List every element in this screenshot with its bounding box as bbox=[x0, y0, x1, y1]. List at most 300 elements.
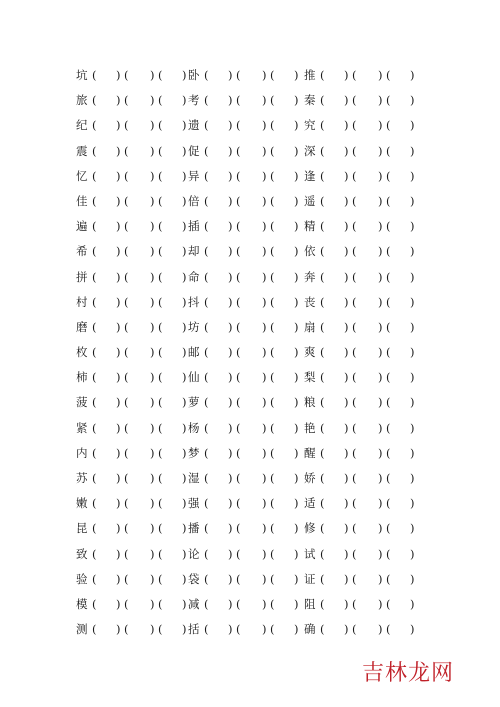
close-paren: ) bbox=[262, 219, 267, 234]
character: 卧 bbox=[188, 68, 200, 82]
open-paren: ( bbox=[236, 68, 241, 82]
open-paren: ( bbox=[320, 319, 325, 334]
close-paren: ) bbox=[344, 93, 349, 108]
open-paren: ( bbox=[320, 294, 325, 309]
close-paren: ) bbox=[182, 496, 187, 511]
character: 纪 bbox=[76, 118, 88, 133]
close-paren: ) bbox=[116, 571, 121, 586]
open-paren: ( bbox=[124, 168, 129, 183]
close-paren: ) bbox=[378, 521, 383, 536]
open-paren: ( bbox=[386, 445, 391, 460]
close-paren: ) bbox=[150, 445, 155, 460]
open-paren: ( bbox=[92, 445, 97, 460]
open-paren: ( bbox=[158, 294, 163, 309]
character: 逢 bbox=[304, 168, 316, 183]
open-paren: ( bbox=[270, 622, 275, 637]
close-paren: ) bbox=[262, 471, 267, 485]
close-paren: ) bbox=[150, 244, 155, 259]
close-paren: ) bbox=[182, 269, 187, 284]
character: 爽 bbox=[304, 345, 316, 360]
character: 梨 bbox=[304, 370, 316, 385]
worksheet-row bbox=[76, 292, 436, 317]
character: 坊 bbox=[188, 319, 200, 334]
character: 梦 bbox=[188, 445, 200, 460]
close-paren: ) bbox=[228, 143, 233, 158]
open-paren: ( bbox=[92, 521, 97, 536]
open-paren: ( bbox=[92, 294, 97, 309]
character: 仙 bbox=[188, 370, 200, 385]
close-paren: ) bbox=[150, 571, 155, 586]
watermark-logo: 吉林龙网 bbox=[362, 661, 455, 686]
close-paren: ) bbox=[378, 93, 383, 108]
open-paren: ( bbox=[158, 319, 163, 334]
open-paren: ( bbox=[204, 596, 209, 611]
open-paren: ( bbox=[124, 93, 129, 108]
open-paren: ( bbox=[158, 420, 163, 435]
open-paren: ( bbox=[352, 622, 357, 637]
close-paren: ) bbox=[344, 193, 349, 208]
open-paren: ( bbox=[386, 68, 391, 82]
close-paren: ) bbox=[150, 219, 155, 234]
open-paren: ( bbox=[158, 546, 163, 561]
close-paren: ) bbox=[116, 193, 121, 208]
worksheet-row bbox=[76, 342, 436, 367]
close-paren: ) bbox=[150, 319, 155, 334]
close-paren: ) bbox=[378, 345, 383, 360]
open-paren: ( bbox=[236, 269, 241, 284]
open-paren: ( bbox=[124, 193, 129, 208]
open-paren: ( bbox=[92, 143, 97, 158]
close-paren: ) bbox=[262, 269, 267, 284]
close-paren: ) bbox=[378, 219, 383, 234]
close-paren: ) bbox=[262, 370, 267, 385]
close-paren: ) bbox=[344, 219, 349, 234]
character: 希 bbox=[76, 244, 88, 259]
close-paren: ) bbox=[378, 118, 383, 133]
close-paren: ) bbox=[116, 319, 121, 334]
open-paren: ( bbox=[158, 168, 163, 183]
close-paren: ) bbox=[116, 244, 121, 259]
close-paren: ) bbox=[182, 345, 187, 360]
character: 推 bbox=[304, 68, 316, 82]
open-paren: ( bbox=[320, 471, 325, 485]
worksheet-row bbox=[76, 241, 436, 266]
character: 验 bbox=[76, 571, 88, 586]
character: 枚 bbox=[76, 345, 88, 360]
close-paren: ) bbox=[228, 68, 233, 82]
close-paren: ) bbox=[150, 118, 155, 133]
open-paren: ( bbox=[204, 445, 209, 460]
close-paren: ) bbox=[410, 193, 415, 208]
worksheet-row bbox=[76, 115, 436, 140]
character: 紧 bbox=[76, 420, 88, 435]
open-paren: ( bbox=[92, 244, 97, 259]
close-paren: ) bbox=[294, 622, 299, 637]
character: 依 bbox=[304, 244, 316, 259]
close-paren: ) bbox=[378, 294, 383, 309]
close-paren: ) bbox=[182, 546, 187, 561]
close-paren: ) bbox=[262, 319, 267, 334]
close-paren: ) bbox=[344, 68, 349, 82]
open-paren: ( bbox=[352, 244, 357, 259]
open-paren: ( bbox=[124, 143, 129, 158]
close-paren: ) bbox=[410, 219, 415, 234]
worksheet-row bbox=[76, 317, 436, 342]
worksheet-row bbox=[76, 594, 436, 619]
worksheet-row bbox=[76, 141, 436, 166]
open-paren: ( bbox=[158, 193, 163, 208]
close-paren: ) bbox=[410, 168, 415, 183]
character: 昆 bbox=[76, 521, 88, 536]
open-paren: ( bbox=[236, 168, 241, 183]
close-paren: ) bbox=[228, 622, 233, 637]
open-paren: ( bbox=[158, 445, 163, 460]
open-paren: ( bbox=[320, 219, 325, 234]
open-paren: ( bbox=[236, 471, 241, 485]
close-paren: ) bbox=[116, 471, 121, 485]
close-paren: ) bbox=[116, 219, 121, 234]
open-paren: ( bbox=[270, 219, 275, 234]
open-paren: ( bbox=[270, 420, 275, 435]
character: 拼 bbox=[76, 269, 88, 284]
character: 坑 bbox=[76, 68, 88, 82]
open-paren: ( bbox=[320, 395, 325, 410]
character: 模 bbox=[76, 596, 88, 611]
close-paren: ) bbox=[228, 471, 233, 485]
close-paren: ) bbox=[344, 622, 349, 637]
open-paren: ( bbox=[158, 345, 163, 360]
close-paren: ) bbox=[410, 546, 415, 561]
close-paren: ) bbox=[182, 395, 187, 410]
close-paren: ) bbox=[262, 596, 267, 611]
open-paren: ( bbox=[236, 244, 241, 259]
open-paren: ( bbox=[270, 93, 275, 108]
worksheet-row bbox=[76, 569, 436, 594]
open-paren: ( bbox=[270, 68, 275, 82]
open-paren: ( bbox=[124, 269, 129, 284]
character: 醒 bbox=[304, 445, 316, 460]
open-paren: ( bbox=[386, 571, 391, 586]
worksheet-row bbox=[76, 544, 436, 569]
open-paren: ( bbox=[236, 521, 241, 536]
character: 致 bbox=[76, 546, 88, 561]
close-paren: ) bbox=[294, 345, 299, 360]
close-paren: ) bbox=[116, 118, 121, 133]
open-paren: ( bbox=[352, 521, 357, 536]
close-paren: ) bbox=[182, 193, 187, 208]
close-paren: ) bbox=[294, 445, 299, 460]
close-paren: ) bbox=[378, 244, 383, 259]
character: 考 bbox=[188, 93, 200, 108]
open-paren: ( bbox=[270, 193, 275, 208]
character: 内 bbox=[76, 445, 88, 460]
open-paren: ( bbox=[352, 269, 357, 284]
worksheet-row bbox=[76, 216, 436, 241]
character: 柿 bbox=[76, 370, 88, 385]
close-paren: ) bbox=[410, 319, 415, 334]
open-paren: ( bbox=[320, 546, 325, 561]
open-paren: ( bbox=[386, 93, 391, 108]
character: 佳 bbox=[76, 193, 88, 208]
character: 证 bbox=[304, 571, 316, 586]
character: 菠 bbox=[76, 395, 88, 410]
close-paren: ) bbox=[150, 622, 155, 637]
close-paren: ) bbox=[116, 596, 121, 611]
character: 嫩 bbox=[76, 496, 88, 511]
close-paren: ) bbox=[410, 244, 415, 259]
open-paren: ( bbox=[124, 118, 129, 133]
character: 遥 bbox=[304, 193, 316, 208]
worksheet-row bbox=[76, 65, 436, 90]
character: 促 bbox=[188, 143, 200, 158]
character: 遗 bbox=[188, 118, 200, 133]
open-paren: ( bbox=[320, 168, 325, 183]
worksheet-row bbox=[76, 392, 436, 417]
open-paren: ( bbox=[92, 622, 97, 637]
close-paren: ) bbox=[344, 521, 349, 536]
open-paren: ( bbox=[320, 521, 325, 536]
open-paren: ( bbox=[124, 319, 129, 334]
open-paren: ( bbox=[236, 496, 241, 511]
close-paren: ) bbox=[410, 93, 415, 108]
character: 旅 bbox=[76, 93, 88, 108]
character: 插 bbox=[188, 219, 200, 234]
close-paren: ) bbox=[410, 143, 415, 158]
open-paren: ( bbox=[386, 546, 391, 561]
open-paren: ( bbox=[124, 294, 129, 309]
open-paren: ( bbox=[352, 219, 357, 234]
open-paren: ( bbox=[236, 370, 241, 385]
open-paren: ( bbox=[236, 571, 241, 586]
open-paren: ( bbox=[92, 269, 97, 284]
close-paren: ) bbox=[228, 546, 233, 561]
close-paren: ) bbox=[182, 294, 187, 309]
close-paren: ) bbox=[410, 471, 415, 485]
open-paren: ( bbox=[158, 118, 163, 133]
close-paren: ) bbox=[116, 521, 121, 536]
close-paren: ) bbox=[262, 395, 267, 410]
close-paren: ) bbox=[294, 319, 299, 334]
close-paren: ) bbox=[182, 445, 187, 460]
close-paren: ) bbox=[344, 471, 349, 485]
close-paren: ) bbox=[228, 596, 233, 611]
character: 湿 bbox=[188, 471, 200, 485]
close-paren: ) bbox=[378, 68, 383, 82]
close-paren: ) bbox=[378, 395, 383, 410]
close-paren: ) bbox=[410, 294, 415, 309]
close-paren: ) bbox=[262, 68, 267, 82]
close-paren: ) bbox=[344, 143, 349, 158]
open-paren: ( bbox=[320, 445, 325, 460]
close-paren: ) bbox=[294, 471, 299, 485]
close-paren: ) bbox=[410, 269, 415, 284]
open-paren: ( bbox=[352, 143, 357, 158]
open-paren: ( bbox=[124, 219, 129, 234]
open-paren: ( bbox=[386, 596, 391, 611]
open-paren: ( bbox=[158, 395, 163, 410]
close-paren: ) bbox=[294, 269, 299, 284]
open-paren: ( bbox=[92, 168, 97, 183]
close-paren: ) bbox=[228, 370, 233, 385]
open-paren: ( bbox=[320, 193, 325, 208]
open-paren: ( bbox=[124, 370, 129, 385]
character: 磨 bbox=[76, 319, 88, 334]
close-paren: ) bbox=[294, 596, 299, 611]
worksheet-row bbox=[76, 518, 436, 543]
open-paren: ( bbox=[158, 93, 163, 108]
open-paren: ( bbox=[204, 68, 209, 82]
open-paren: ( bbox=[270, 496, 275, 511]
open-paren: ( bbox=[158, 622, 163, 637]
close-paren: ) bbox=[294, 168, 299, 183]
close-paren: ) bbox=[344, 319, 349, 334]
open-paren: ( bbox=[158, 496, 163, 511]
close-paren: ) bbox=[228, 496, 233, 511]
open-paren: ( bbox=[236, 395, 241, 410]
open-paren: ( bbox=[352, 420, 357, 435]
open-paren: ( bbox=[124, 244, 129, 259]
close-paren: ) bbox=[150, 521, 155, 536]
close-paren: ) bbox=[344, 118, 349, 133]
character: 苏 bbox=[76, 471, 88, 485]
close-paren: ) bbox=[182, 471, 187, 485]
open-paren: ( bbox=[270, 345, 275, 360]
close-paren: ) bbox=[294, 143, 299, 158]
open-paren: ( bbox=[320, 93, 325, 108]
open-paren: ( bbox=[352, 168, 357, 183]
close-paren: ) bbox=[116, 496, 121, 511]
open-paren: ( bbox=[158, 596, 163, 611]
character: 抖 bbox=[188, 294, 200, 309]
close-paren: ) bbox=[378, 143, 383, 158]
open-paren: ( bbox=[204, 269, 209, 284]
worksheet-row bbox=[76, 418, 436, 443]
close-paren: ) bbox=[228, 118, 233, 133]
close-paren: ) bbox=[228, 445, 233, 460]
close-paren: ) bbox=[182, 319, 187, 334]
open-paren: ( bbox=[352, 571, 357, 586]
close-paren: ) bbox=[150, 471, 155, 485]
close-paren: ) bbox=[228, 168, 233, 183]
close-paren: ) bbox=[116, 345, 121, 360]
close-paren: ) bbox=[228, 319, 233, 334]
open-paren: ( bbox=[352, 294, 357, 309]
close-paren: ) bbox=[150, 420, 155, 435]
close-paren: ) bbox=[294, 118, 299, 133]
open-paren: ( bbox=[320, 420, 325, 435]
open-paren: ( bbox=[270, 370, 275, 385]
open-paren: ( bbox=[386, 319, 391, 334]
close-paren: ) bbox=[262, 496, 267, 511]
open-paren: ( bbox=[386, 269, 391, 284]
open-paren: ( bbox=[320, 244, 325, 259]
open-paren: ( bbox=[236, 622, 241, 637]
character: 命 bbox=[188, 269, 200, 284]
close-paren: ) bbox=[262, 571, 267, 586]
close-paren: ) bbox=[344, 345, 349, 360]
worksheet-row bbox=[76, 90, 436, 115]
open-paren: ( bbox=[158, 471, 163, 485]
close-paren: ) bbox=[344, 244, 349, 259]
close-paren: ) bbox=[150, 496, 155, 511]
worksheet-row bbox=[76, 619, 436, 644]
open-paren: ( bbox=[92, 370, 97, 385]
open-paren: ( bbox=[236, 219, 241, 234]
close-paren: ) bbox=[344, 395, 349, 410]
open-paren: ( bbox=[124, 571, 129, 586]
close-paren: ) bbox=[182, 521, 187, 536]
open-paren: ( bbox=[158, 68, 163, 82]
close-paren: ) bbox=[410, 622, 415, 637]
close-paren: ) bbox=[228, 244, 233, 259]
character: 异 bbox=[188, 168, 200, 183]
close-paren: ) bbox=[410, 395, 415, 410]
close-paren: ) bbox=[116, 546, 121, 561]
open-paren: ( bbox=[320, 345, 325, 360]
open-paren: ( bbox=[270, 471, 275, 485]
close-paren: ) bbox=[182, 571, 187, 586]
close-paren: ) bbox=[228, 395, 233, 410]
close-paren: ) bbox=[182, 244, 187, 259]
open-paren: ( bbox=[386, 193, 391, 208]
close-paren: ) bbox=[294, 496, 299, 511]
character: 秦 bbox=[304, 93, 316, 108]
close-paren: ) bbox=[116, 93, 121, 108]
close-paren: ) bbox=[344, 269, 349, 284]
close-paren: ) bbox=[344, 370, 349, 385]
close-paren: ) bbox=[228, 345, 233, 360]
open-paren: ( bbox=[204, 496, 209, 511]
close-paren: ) bbox=[262, 420, 267, 435]
close-paren: ) bbox=[228, 93, 233, 108]
close-paren: ) bbox=[150, 193, 155, 208]
close-paren: ) bbox=[262, 193, 267, 208]
open-paren: ( bbox=[204, 219, 209, 234]
open-paren: ( bbox=[270, 294, 275, 309]
open-paren: ( bbox=[92, 546, 97, 561]
close-paren: ) bbox=[410, 68, 415, 82]
close-paren: ) bbox=[410, 445, 415, 460]
open-paren: ( bbox=[158, 269, 163, 284]
close-paren: ) bbox=[294, 370, 299, 385]
open-paren: ( bbox=[204, 294, 209, 309]
open-paren: ( bbox=[236, 319, 241, 334]
open-paren: ( bbox=[236, 445, 241, 460]
close-paren: ) bbox=[182, 370, 187, 385]
open-paren: ( bbox=[204, 118, 209, 133]
open-paren: ( bbox=[352, 471, 357, 485]
open-paren: ( bbox=[92, 395, 97, 410]
character: 扇 bbox=[304, 319, 316, 334]
open-paren: ( bbox=[386, 345, 391, 360]
open-paren: ( bbox=[270, 118, 275, 133]
open-paren: ( bbox=[236, 345, 241, 360]
close-paren: ) bbox=[378, 546, 383, 561]
character: 遍 bbox=[76, 219, 88, 234]
open-paren: ( bbox=[236, 420, 241, 435]
character: 试 bbox=[304, 546, 316, 561]
close-paren: ) bbox=[228, 521, 233, 536]
open-paren: ( bbox=[92, 219, 97, 234]
open-paren: ( bbox=[320, 370, 325, 385]
open-paren: ( bbox=[124, 521, 129, 536]
close-paren: ) bbox=[378, 168, 383, 183]
open-paren: ( bbox=[270, 319, 275, 334]
close-paren: ) bbox=[116, 395, 121, 410]
close-paren: ) bbox=[150, 68, 155, 82]
open-paren: ( bbox=[204, 319, 209, 334]
open-paren: ( bbox=[92, 345, 97, 360]
